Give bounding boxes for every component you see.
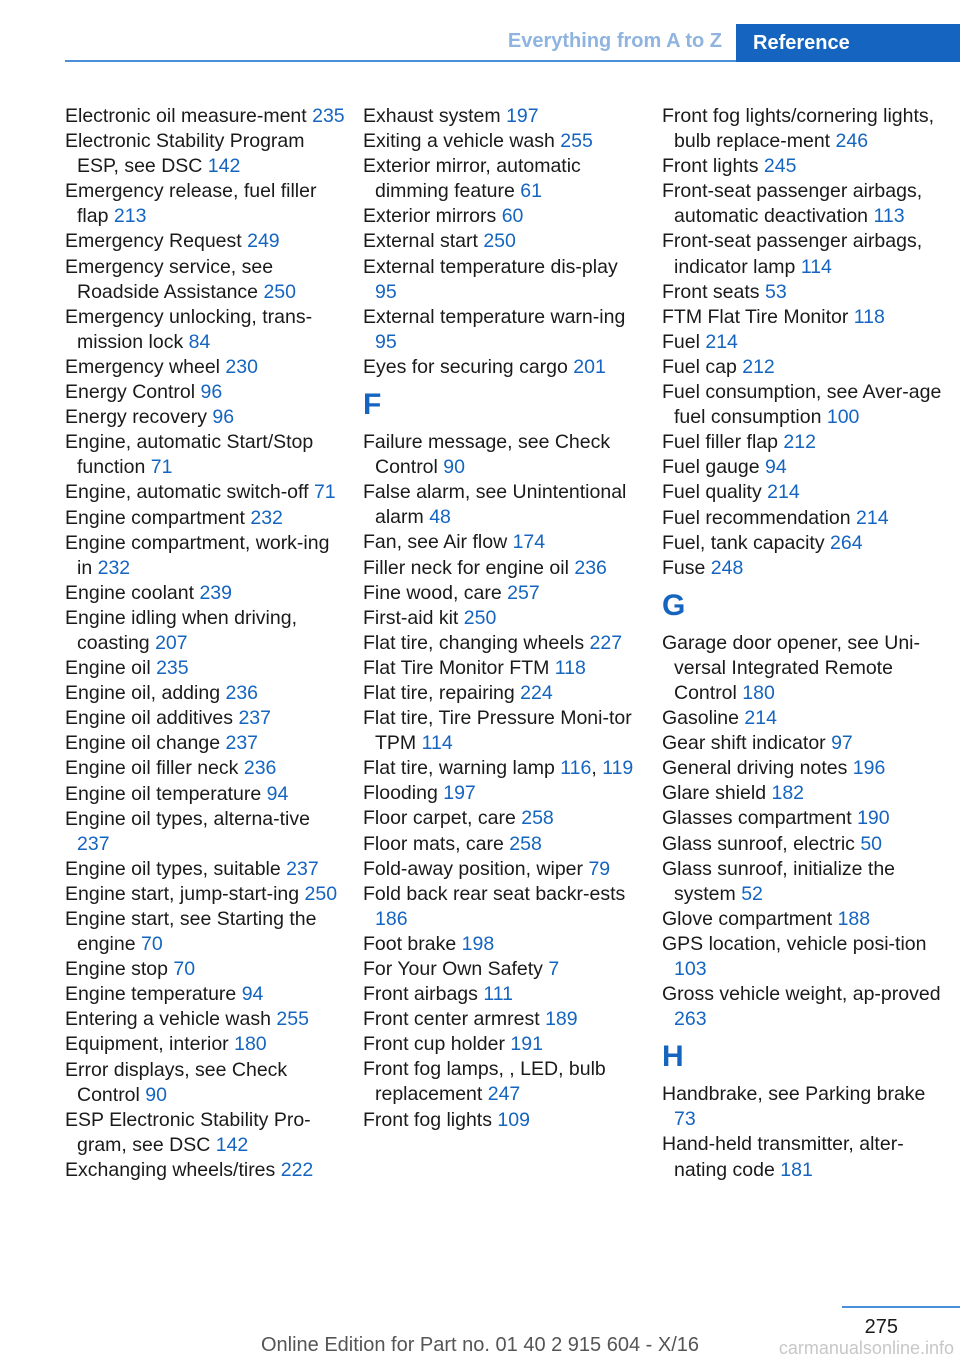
index-term: Front lights	[662, 155, 759, 178]
index-term: Emergency unlocking, trans-mission lock	[65, 305, 313, 353]
index-term: Eyes for securing cargo	[363, 355, 568, 378]
index-entry: Flat tire, warning lamp 116, 119	[363, 757, 634, 780]
index-entry	[363, 305, 643, 355]
index-entry	[65, 305, 345, 355]
index-term: Engine oil types, alterna-tive	[65, 807, 310, 830]
index-term: Glove compartment	[662, 907, 833, 930]
index-term: ESP Electronic Stability Pro-gram, see DSC	[65, 1108, 311, 1156]
index-term: Electronic oil measure-ment	[65, 105, 307, 127]
index-entry	[662, 932, 942, 982]
index-term: Glass sunroof, electric	[662, 832, 855, 855]
page-reference-link[interactable]: 227	[589, 631, 623, 654]
index-term: Gear shift indicator	[662, 732, 826, 755]
page-reference-link[interactable]: 182	[771, 782, 805, 805]
page-reference-link[interactable]: 94	[765, 456, 787, 479]
index-term: Engine compartment	[65, 506, 245, 529]
index-term: Engine temperature	[65, 983, 237, 1006]
page-reference-link[interactable]: 113	[873, 205, 905, 228]
page-reference-link[interactable]: 70	[173, 958, 196, 981]
index-term: Fuel, tank capacity	[662, 531, 825, 554]
index-term: Fuel cap	[662, 355, 737, 378]
index-entry	[65, 430, 345, 480]
index-entry	[662, 631, 942, 706]
page-reference-link[interactable]: 237	[225, 732, 259, 755]
index-term: Filler neck for engine oil	[363, 556, 569, 579]
index-term: Engine oil types, suitable	[65, 857, 281, 880]
page-reference-link[interactable]: 236	[243, 757, 277, 780]
page-reference-link[interactable]: 142	[215, 1133, 249, 1156]
page-reference-link[interactable]: 119	[602, 757, 634, 780]
index-letter-heading: H	[662, 1040, 684, 1074]
index-entry	[65, 656, 345, 681]
index-term: Front fog lights/cornering lights, bulb replace-ment	[662, 105, 935, 153]
page-reference-link[interactable]: 50	[860, 832, 883, 855]
index-term: Exiting a vehicle wash	[363, 130, 555, 153]
index-entry	[363, 1108, 643, 1133]
index-entry	[662, 506, 942, 531]
index-entry	[65, 882, 345, 907]
index-entry	[662, 1132, 942, 1182]
index-entry	[363, 1007, 643, 1032]
index-term: Energy Control	[65, 381, 196, 404]
index-term: Front fog lights	[363, 1108, 492, 1131]
index-entry	[662, 531, 942, 556]
page-reference-link[interactable]: 103	[674, 958, 707, 980]
index-entry	[662, 731, 942, 756]
page-reference-link[interactable]: 214	[767, 481, 800, 504]
page-reference-link[interactable]: 213	[113, 205, 147, 228]
index-term: External start	[363, 230, 478, 253]
index-entry	[363, 154, 643, 204]
index-term: Engine coolant	[65, 581, 195, 604]
index-entry	[363, 1057, 643, 1107]
index-term: Engine oil temperature	[65, 782, 262, 805]
page-reference-link[interactable]: 116	[560, 757, 592, 780]
index-term: External temperature dis-play	[363, 255, 618, 278]
page-reference-link[interactable]: 230	[225, 355, 258, 378]
index-entry	[65, 807, 345, 857]
index-entry	[65, 1058, 345, 1108]
index-entry	[65, 857, 345, 882]
page-reference-link[interactable]: 264	[830, 531, 863, 554]
index-entry	[662, 706, 942, 731]
index-entry	[65, 957, 345, 982]
page-reference-link[interactable]: 94	[241, 983, 264, 1006]
index-entry	[65, 1007, 345, 1032]
index-term: Flat tire, warning lamp	[363, 757, 555, 780]
index-term: Front airbags	[363, 983, 478, 1006]
page-reference-link[interactable]: 96	[200, 381, 223, 404]
page-reference-link[interactable]: 257	[507, 581, 540, 604]
page-reference-link[interactable]: 188	[837, 907, 871, 930]
page-reference-link[interactable]: 181	[780, 1158, 813, 1181]
index-term: Front center armrest	[363, 1008, 540, 1031]
page-reference-link[interactable]: 71	[150, 456, 173, 479]
index-entry	[65, 506, 345, 531]
index-term: Flat tire, Tire Pressure Moni-tor TPM	[363, 707, 632, 755]
index-term: Garage door opener, see Uni-versal Integrated Remote Control	[662, 631, 920, 704]
page-reference-link[interactable]: 250	[463, 606, 497, 629]
index-term: Engine start, see Starting the engine	[65, 908, 317, 956]
page-reference-link[interactable]: 118	[554, 656, 586, 679]
page-reference-link[interactable]: 255	[560, 130, 593, 153]
page-reference-link[interactable]: 263	[674, 1008, 707, 1031]
page-reference-link[interactable]: 114	[800, 255, 832, 278]
index-entry	[662, 480, 942, 505]
index-term: FTM Flat Tire Monitor	[662, 305, 849, 328]
index-entry	[363, 255, 643, 305]
index-term: Emergency service, see Roadside Assistance	[65, 255, 274, 303]
page-reference-link[interactable]: 90	[145, 1083, 167, 1106]
index-term: Error displays, see Check Control	[65, 1058, 288, 1106]
index-term: Exterior mirror, automatic dimming feature	[363, 155, 581, 203]
index-term: Engine stop	[65, 958, 168, 981]
page-reference-link[interactable]: 198	[461, 932, 495, 955]
index-column-2	[363, 104, 643, 1133]
index-term: General driving notes	[662, 757, 848, 780]
index-entry	[662, 455, 942, 480]
index-entry	[662, 330, 942, 355]
index-term: Energy recovery	[65, 406, 207, 429]
page-reference-link[interactable]: 214	[705, 330, 738, 353]
index-entry	[363, 631, 643, 656]
page-reference-link[interactable]: 245	[763, 155, 797, 178]
index-term: Equipment, interior	[65, 1033, 229, 1056]
page-reference-link[interactable]: 61	[520, 180, 542, 203]
index-term: Fold back rear seat backr-ests	[363, 882, 626, 905]
index-entry	[363, 606, 643, 631]
index-term: First-aid kit	[363, 606, 459, 629]
page-reference-link[interactable]: 258	[521, 807, 554, 830]
index-term: Front cup holder	[363, 1033, 505, 1056]
index-term: Gasoline	[662, 707, 739, 730]
index-entry	[65, 782, 345, 807]
reference-tab[interactable]: Reference	[736, 24, 960, 62]
index-entry	[363, 229, 643, 254]
page-reference-link[interactable]: 247	[487, 1083, 521, 1106]
index-term: Emergency release, fuel filler flap	[65, 180, 317, 228]
index-term: Exterior mirrors	[363, 205, 497, 228]
page-reference-link[interactable]: 201	[573, 355, 606, 378]
page-reference-link[interactable]: 109	[497, 1108, 530, 1131]
index-term: Failure message, see Check Control	[363, 431, 611, 479]
index-entry	[65, 982, 345, 1007]
index-entry	[662, 857, 942, 907]
index-column-1	[65, 104, 345, 1183]
page-reference-link[interactable]: 197	[506, 105, 539, 127]
page-reference-link[interactable]: 207	[155, 631, 188, 654]
page-reference-link[interactable]: 235	[312, 105, 345, 127]
page-reference-link[interactable]: 79	[588, 857, 611, 880]
index-entry	[662, 229, 942, 279]
page-reference-link[interactable]: 191	[510, 1033, 543, 1056]
index-term: Fuel quality	[662, 481, 762, 504]
index-term: Flat tire, repairing	[363, 681, 515, 704]
index-term: Fuel consumption, see Aver-age fuel consumption	[662, 381, 942, 429]
page-reference-link[interactable]: 111	[483, 983, 513, 1006]
index-entry	[363, 480, 643, 530]
index-entry	[65, 255, 345, 305]
index-term: Emergency Request	[65, 230, 242, 253]
index-entry	[363, 530, 643, 555]
page-reference-link[interactable]: 190	[857, 807, 890, 830]
index-entry	[65, 1158, 345, 1183]
page-reference-link[interactable]: 232	[250, 506, 283, 529]
page-reference-link[interactable]: 186	[375, 907, 408, 930]
page-reference-link[interactable]: 239	[199, 581, 232, 604]
section-title: Everything from A to Z	[507, 30, 722, 52]
index-entry	[662, 832, 942, 857]
page-reference-link[interactable]: 53	[764, 280, 787, 303]
index-term: Fine wood, care	[363, 581, 502, 604]
index-entry	[363, 656, 643, 681]
index-letter-heading: F	[363, 388, 382, 422]
index-entry	[363, 781, 643, 806]
index-term: Engine oil additives	[65, 707, 234, 730]
index-term: Engine oil, adding	[65, 682, 221, 705]
index-entry	[363, 882, 643, 932]
index-entry	[662, 380, 942, 430]
page-reference-link[interactable]: 100	[826, 406, 860, 429]
index-term: Glasses compartment	[662, 807, 852, 830]
index-entry	[65, 104, 345, 129]
index-entry	[65, 480, 345, 505]
index-entry	[363, 104, 643, 129]
page-reference-link[interactable]: 212	[783, 431, 816, 454]
index-entry	[65, 229, 345, 254]
index-entry	[65, 1032, 345, 1057]
page-number: 275	[864, 1316, 898, 1338]
index-entry	[363, 681, 643, 706]
index-entry	[662, 154, 942, 179]
index-term: Electronic Stability Program ESP, see DSC	[65, 130, 305, 178]
index-term: Front-seat passenger airbags, automatic deactivation	[662, 180, 923, 228]
page-reference-link[interactable]: 212	[742, 355, 775, 378]
page-reference-link[interactable]: 48	[429, 506, 451, 529]
index-entry	[363, 806, 643, 831]
page-reference-link[interactable]: 73	[674, 1108, 696, 1131]
page-reference-link[interactable]: 237	[286, 857, 319, 880]
index-term: Handbrake, see Parking brake	[662, 1083, 926, 1106]
page-reference-link[interactable]: 232	[97, 556, 131, 579]
page-reference-link[interactable]: 255	[276, 1008, 309, 1031]
page-reference-link[interactable]: 70	[140, 933, 163, 956]
index-term: Emergency wheel	[65, 355, 220, 378]
index-term: Flat tire, changing wheels	[363, 631, 585, 654]
page-reference-link[interactable]: 96	[212, 406, 235, 429]
page-reference-link[interactable]: 246	[835, 130, 869, 153]
index-entry	[65, 129, 345, 179]
index-entry	[662, 556, 942, 581]
index-entry	[662, 982, 942, 1032]
index-term: Fuel recommendation	[662, 506, 851, 529]
index-term: Flat Tire Monitor FTM	[363, 656, 550, 679]
index-entry	[65, 681, 345, 706]
page-reference-link[interactable]: 95	[375, 330, 397, 353]
index-entry	[363, 857, 643, 882]
page-reference-link[interactable]: 224	[520, 681, 553, 704]
index-term: Engine oil filler neck	[65, 757, 239, 780]
index-entry	[363, 982, 643, 1007]
index-entry	[363, 932, 643, 957]
index-term: Fuel filler flap	[662, 431, 778, 454]
index-column-3	[662, 104, 942, 1183]
index-entry	[363, 706, 643, 756]
index-term: Engine, automatic switch-off	[65, 481, 309, 504]
index-entry	[65, 380, 345, 405]
page-reference-link[interactable]: 84	[188, 330, 211, 353]
index-term: Hand-held transmitter, alter-nating code	[662, 1133, 904, 1181]
index-term: Engine, automatic Start/Stop function	[65, 431, 314, 479]
page-reference-link[interactable]: 214	[856, 506, 889, 529]
index-entry	[363, 430, 643, 480]
page-reference-link[interactable]: 142	[207, 155, 241, 178]
index-entry	[662, 907, 942, 932]
index-term: Engine oil change	[65, 732, 221, 755]
index-term: False alarm, see Unintentional alarm	[363, 481, 627, 529]
page-reference-link[interactable]: 236	[574, 556, 607, 579]
index-term: Gross vehicle weight, ap-proved	[662, 983, 941, 1006]
index-term: Floor carpet, care	[363, 807, 516, 830]
page-reference-link[interactable]: 95	[375, 280, 397, 303]
index-entry	[662, 305, 942, 330]
index-entry	[662, 1082, 942, 1132]
page-reference-link[interactable]: 180	[742, 681, 775, 704]
index-term: Foot brake	[363, 932, 457, 955]
page-reference-link[interactable]: 214	[744, 707, 777, 730]
page-reference-link[interactable]: 258	[509, 832, 542, 855]
index-entry	[662, 806, 942, 831]
watermark: carmanualsonline.info	[778, 1338, 954, 1358]
index-term: Front fog lamps, , LED, bulb replacement	[363, 1058, 606, 1106]
index-term: Entering a vehicle wash	[65, 1008, 271, 1031]
page-reference-link[interactable]: 222	[280, 1158, 314, 1181]
index-entry	[363, 129, 643, 154]
page-reference-link[interactable]: 71	[313, 481, 336, 504]
index-term: Fold-away position, wiper	[363, 857, 584, 880]
page-reference-link[interactable]: 196	[852, 757, 886, 780]
index-letter-heading: G	[662, 588, 686, 622]
index-entry	[65, 731, 345, 756]
footer-rule	[842, 1306, 960, 1308]
index-entry	[662, 355, 942, 380]
footer-edition: Online Edition for Part no. 01 40 2 915 604 - X/16	[260, 1334, 700, 1356]
index-term: For Your Own Safety	[363, 958, 543, 980]
page-reference-link[interactable]: 7	[548, 958, 560, 980]
index-term: Glare shield	[662, 782, 767, 805]
page-reference-link[interactable]: 97	[831, 732, 853, 755]
index-term: Exchanging wheels/tires	[65, 1158, 276, 1181]
index-term: Flooding	[363, 782, 438, 805]
page-reference-link[interactable]: 250	[304, 882, 338, 905]
index-entry	[65, 606, 345, 656]
page-reference-link[interactable]: 118	[853, 305, 885, 328]
index-entry	[65, 581, 345, 606]
index-term: Fuel	[662, 330, 700, 353]
index-entry	[363, 355, 643, 380]
index-term: Front-seat passenger airbags, indicator lamp	[662, 230, 923, 278]
page-reference-link[interactable]: 197	[443, 782, 476, 805]
page-reference-link[interactable]: 114	[421, 732, 453, 755]
index-entry	[363, 957, 643, 982]
page-reference-link[interactable]: 174	[512, 531, 546, 554]
index-entry	[662, 756, 942, 781]
index-entry	[363, 1032, 643, 1057]
index-term: Fan, see Air flow	[363, 531, 508, 554]
page-reference-link[interactable]: 90	[443, 456, 465, 479]
index-term: Floor mats, care	[363, 832, 504, 855]
index-term: Front seats	[662, 280, 760, 303]
index-entry	[662, 179, 942, 229]
index-entry	[363, 832, 643, 857]
index-term: Fuse	[662, 556, 706, 579]
page-reference-link[interactable]: 60	[501, 205, 524, 228]
index-term: External temperature warn-ing	[363, 305, 626, 328]
page-reference-link[interactable]: 236	[225, 682, 259, 705]
index-entry	[662, 280, 942, 305]
index-entry	[65, 907, 345, 957]
page-reference-link[interactable]: 249	[247, 230, 280, 253]
page-reference-link[interactable]: 250	[263, 280, 296, 303]
index-term: Engine compartment, work-ing in	[65, 531, 330, 579]
index-entry	[65, 531, 345, 581]
index-entry	[363, 204, 643, 229]
index-entry	[662, 781, 942, 806]
page-reference-link[interactable]: 189	[545, 1008, 578, 1031]
index-term: Exhaust system	[363, 105, 501, 127]
index-entry	[65, 1108, 345, 1158]
index-term: GPS location, vehicle posi-tion	[662, 932, 927, 955]
index-entry	[363, 556, 643, 581]
index-term: Engine idling when driving, coasting	[65, 606, 297, 654]
page-reference-link[interactable]: 52	[741, 882, 763, 905]
page-reference-link[interactable]: 250	[483, 230, 516, 253]
index-entry	[65, 179, 345, 229]
index-term: Fuel gauge	[662, 456, 760, 479]
page-reference-link[interactable]: 248	[710, 556, 744, 579]
index-entry	[363, 581, 643, 606]
index-entry	[662, 104, 942, 154]
index-entry	[65, 405, 345, 430]
page-reference-link[interactable]: 235	[156, 657, 189, 680]
index-entry	[65, 355, 345, 380]
index-term: Engine oil	[65, 657, 151, 680]
index-term: Glass sunroof, initialize the system	[662, 857, 896, 905]
index-term: Engine start, jump-start-ing	[65, 882, 300, 905]
page-reference-link[interactable]: 94	[266, 782, 289, 805]
index-entry	[65, 706, 345, 731]
page-reference-link[interactable]: 237	[77, 832, 110, 855]
page-reference-link[interactable]: 180	[234, 1033, 267, 1056]
index-entry	[662, 430, 942, 455]
page-reference-link[interactable]: 237	[238, 707, 271, 730]
index-entry	[65, 756, 345, 781]
